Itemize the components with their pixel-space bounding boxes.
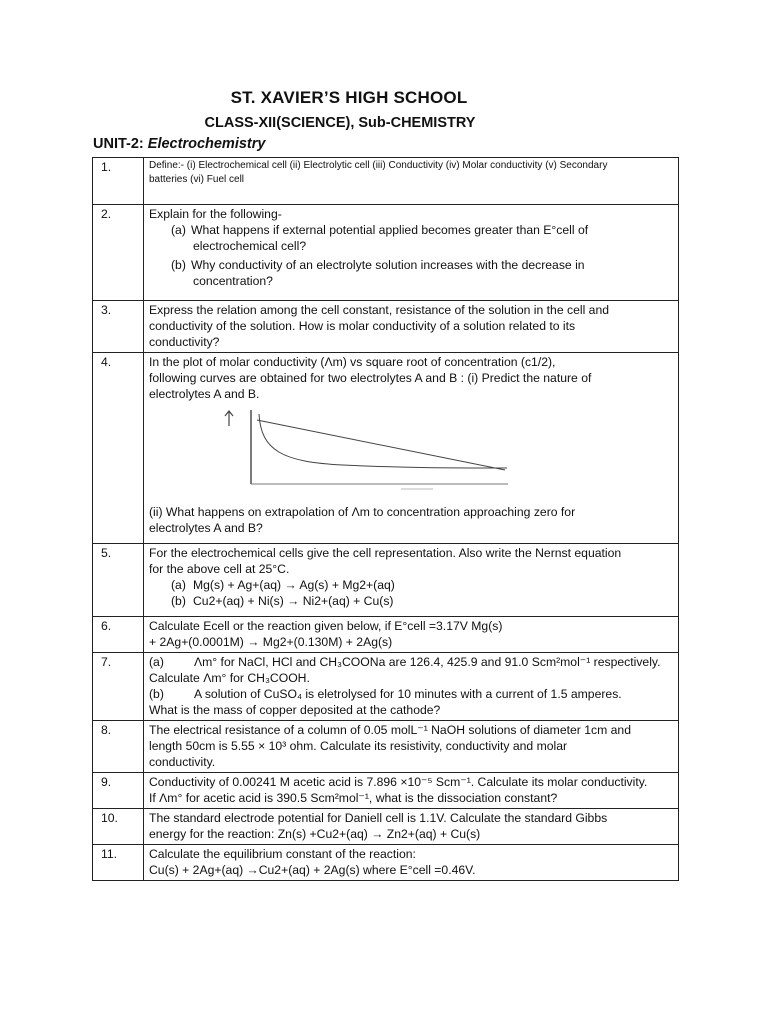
q5-b-text: Cu2+(aq) + Ni(s) → Ni2+(aq) + Cu(s) (193, 594, 394, 608)
question-row-1 (93, 158, 679, 205)
q2-a-line2: electrochemical cell? (193, 239, 307, 253)
part-label: (a) (171, 578, 186, 592)
q7-a-line2: Calculate Λm° for CH₃COOH. (149, 671, 310, 685)
q1-line1: Define:- (i) Electrochemical cell (ii) Electrolytic cell (iii) Conductivity (iv) Molar conductivity (v) Secondary (149, 160, 608, 171)
question-number: 8. (93, 721, 144, 773)
question-text (144, 721, 679, 773)
school-name: ST. XAVIER’S HIGH SCHOOL (230, 88, 468, 107)
q2-a-line1: What happens if external potential applied becomes greater than E°cell of (191, 223, 589, 237)
q10-line1: The standard electrode potential for Daniell cell is 1.1V. Calculate the standard Gibbs (149, 811, 608, 825)
q6-line1: Calculate Ecell or the reaction given below, if E°cell =3.17V Mg(s) (149, 619, 503, 633)
question-text (144, 617, 679, 653)
question-text (144, 353, 679, 544)
question-text (144, 845, 679, 881)
unit-heading (93, 136, 265, 152)
curve-strong-electrolyte (257, 420, 505, 470)
question-row-9 (93, 773, 679, 809)
q3-line1: Express the relation among the cell constant, resistance of the solution in the cell and (149, 303, 610, 317)
q7-part-a (149, 654, 674, 670)
question-number: 10. (93, 809, 144, 845)
q8-line3: conductivity. (149, 755, 216, 769)
q11-line1: Calculate the equilibrium constant of the reaction: (149, 847, 416, 861)
q2-b-line2: concentration? (193, 274, 273, 288)
curve-weak-electrolyte (259, 414, 507, 468)
q10-line2: energy for the reaction: Zn(s) +Cu2+(aq) → Zn2+(aq) + Cu(s) (149, 827, 481, 841)
q2-part-a (149, 222, 674, 238)
question-table (92, 157, 679, 881)
question-number: 6. (93, 617, 144, 653)
question-text (144, 158, 679, 205)
q7-a-line1: Λm° for NaCl, HCl and CH₃COONa are 126.4, 425.9 and 91.0 Scm²mol⁻¹ respectively. (194, 655, 661, 669)
question-number: 7. (93, 653, 144, 721)
part-label: (a) (171, 223, 186, 237)
q1-line2: batteries (vi) Fuel cell (149, 174, 245, 185)
question-text (144, 653, 679, 721)
part-label: (b) (171, 594, 186, 608)
question-number: 11. (93, 845, 144, 881)
question-row-10 (93, 809, 679, 845)
q5-a-text: Mg(s) + Ag+(aq) → Ag(s) + Mg2+(aq) (193, 578, 395, 592)
question-row-5 (93, 544, 679, 617)
q3-line3: conductivity? (149, 335, 220, 349)
question-number: 2. (93, 205, 144, 301)
question-row-11 (93, 845, 679, 881)
q11-line2: Cu(s) + 2Ag+(aq) →Cu2+(aq) + 2Ag(s) where E°cell =0.46V. (149, 863, 476, 877)
q5-part-b (149, 593, 674, 609)
q2-b-line1: Why conductivity of an electrolyte solution increases with the decrease in (191, 258, 585, 272)
question-number: 9. (93, 773, 144, 809)
question-text (144, 544, 679, 617)
unit-label: UNIT-2: (93, 136, 144, 152)
q2-intro: Explain for the following- (149, 207, 282, 221)
question-text (144, 205, 679, 301)
q9-line2: If Λm° for acetic acid is 390.5 Scm²mol⁻¹, what is the dissociation constant? (149, 791, 558, 805)
question-row-7 (93, 653, 679, 721)
q9-line1: Conductivity of 0.00241 M acetic acid is 7.896 ×10⁻⁵ Scm⁻¹. Calculate its molar conductivity. (149, 775, 648, 789)
question-row-6 (93, 617, 679, 653)
q4-line3: electrolytes A and B. (149, 387, 260, 401)
unit-topic: Electrochemistry (147, 136, 266, 152)
part-label: (b) (149, 687, 164, 701)
q2-part-b (149, 257, 674, 273)
q7-b-line2: What is the mass of copper deposited at the cathode? (149, 703, 441, 717)
question-number: 5. (93, 544, 144, 617)
q4-line1: In the plot of molar conductivity (Λm) vs square root of concentration (c1/2), (149, 355, 556, 369)
question-number: 4. (93, 353, 144, 544)
question-number: 3. (93, 301, 144, 353)
part-label: (b) (171, 258, 186, 272)
q7-part-b (149, 686, 674, 702)
q4-line4: (ii) What happens on extrapolation of Λm to concentration approaching zero for (149, 505, 576, 519)
molar-conductivity-plot (223, 406, 523, 496)
question-row-2 (93, 205, 679, 301)
question-text (144, 301, 679, 353)
q6-line2: + 2Ag+(0.0001M) → Mg2+(0.130M) + 2Ag(s) (149, 635, 393, 649)
question-number: 1. (93, 158, 144, 205)
class-subject-line: CLASS-XII(SCIENCE), Sub-CHEMISTRY (204, 115, 476, 131)
q4-line5: electrolytes A and B? (149, 521, 263, 535)
question-text (144, 773, 679, 809)
q7-b-line1: A solution of CuSO₄ is eletrolysed for 10 minutes with a current of 1.5 amperes. (194, 687, 622, 701)
question-text (144, 809, 679, 845)
q4-line2: following curves are obtained for two electrolytes A and B : (i) Predict the nature of (149, 371, 592, 385)
question-row-3 (93, 301, 679, 353)
up-arrow-icon (225, 411, 233, 426)
q8-line2: length 50cm is 5.55 × 10³ ohm. Calculate its resistivity, conductivity and molar (149, 739, 568, 753)
q5-line2: for the above cell at 25°C. (149, 562, 290, 576)
q5-part-a (149, 577, 674, 593)
part-label: (a) (149, 655, 164, 669)
q8-line1: The electrical resistance of a column of 0.05 molL⁻¹ NaOH solutions of diameter 1cm and (149, 723, 631, 737)
q3-line2: conductivity of the solution. How is molar conductivity of a solution related to its (149, 319, 576, 333)
question-row-8 (93, 721, 679, 773)
question-row-4 (93, 353, 679, 544)
q5-line1: For the electrochemical cells give the cell representation. Also write the Nernst equation (149, 546, 622, 560)
